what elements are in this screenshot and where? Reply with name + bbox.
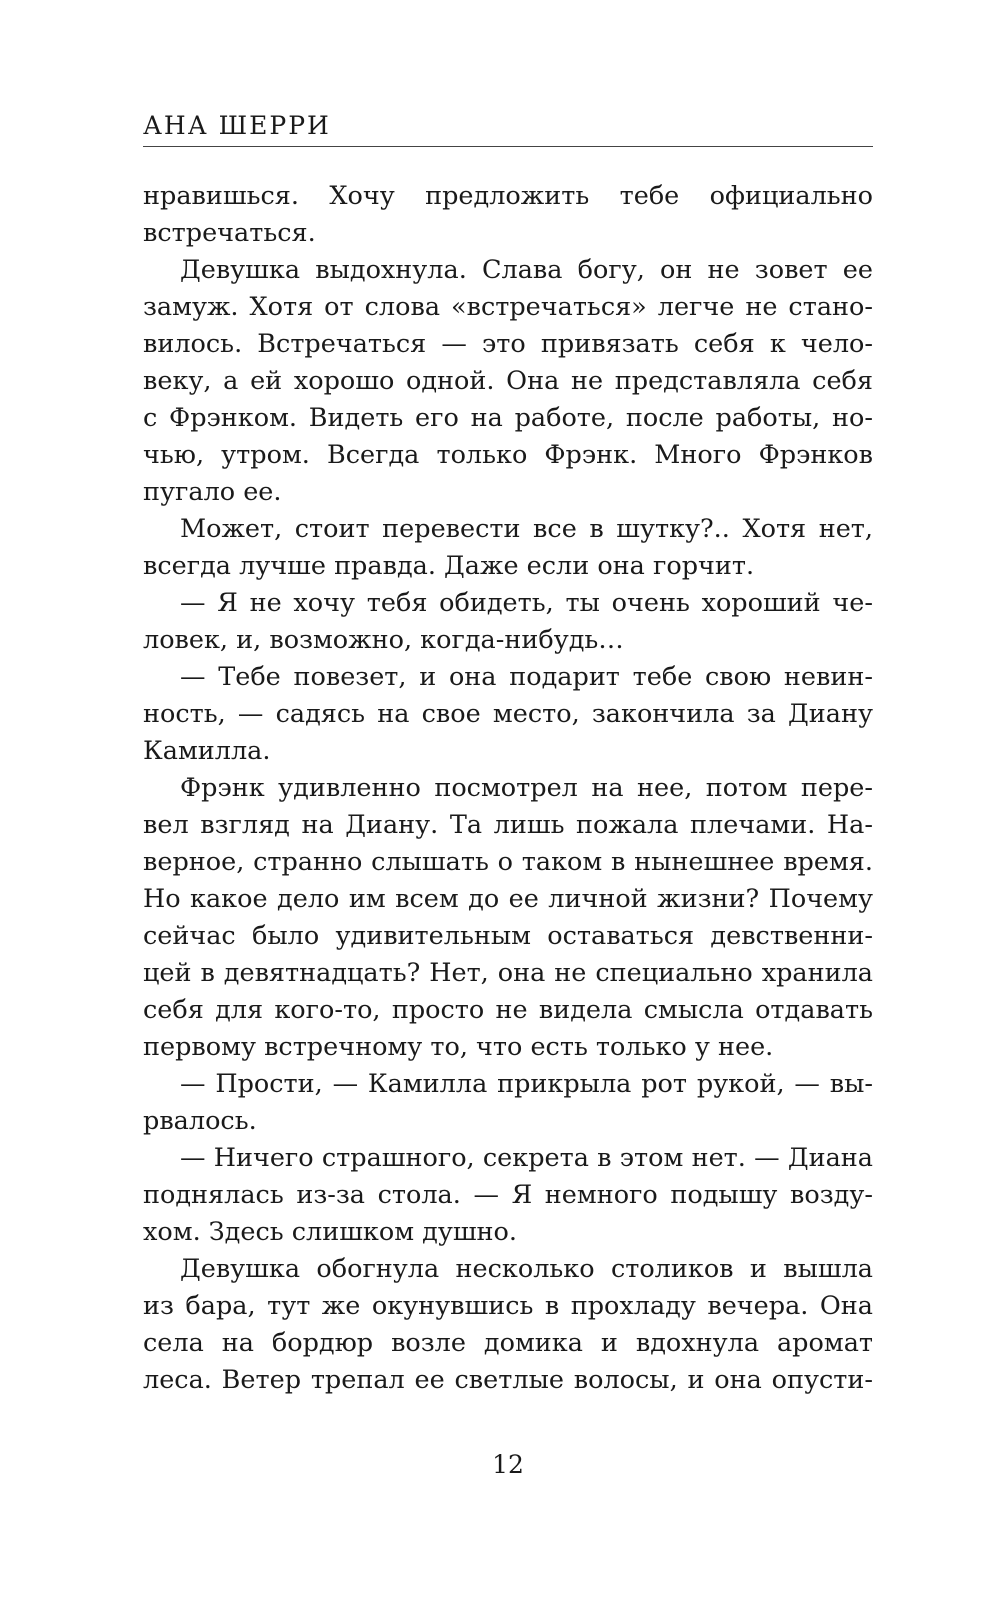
- text-line: Камилла.: [143, 736, 271, 766]
- text-line: хом. Здесь слишком душно.: [143, 1217, 518, 1247]
- paragraph-first-line: — Ничего страшного, секрета в этом нет. — Диана: [180, 1143, 873, 1173]
- paragraph-first-line: Девушка выдохнула. Слава богу, он не зовет ее: [180, 255, 873, 285]
- text-line: себя для кого-то, просто не видела смысла отдавать: [143, 995, 873, 1025]
- paragraph-first-line: Может, стоит перевести все в шутку?.. Хотя нет,: [180, 514, 873, 544]
- paragraph-first-line: Девушка обогнула несколько столиков и вышла: [180, 1254, 873, 1284]
- text-line: вел взгляд на Диану. Та лишь пожала плечами. На-: [143, 810, 873, 840]
- running-title: АНА ШЕРРИ: [143, 111, 331, 140]
- paragraph-first-line: Фрэнк удивленно посмотрел на нее, потом пере-: [180, 773, 873, 803]
- text-line: верное, странно слышать о таком в нынешнее время.: [143, 847, 873, 877]
- text-line: вилось. Встречаться — это привязать себя к чело-: [143, 329, 873, 359]
- text-line: нравишься. Хочу предложить тебе официально: [143, 181, 873, 211]
- paragraph-first-line: — Я не хочу тебя обидеть, ты очень хороший че-: [180, 588, 873, 618]
- text-line: с Фрэнком. Видеть его на работе, после работы, но-: [143, 403, 873, 433]
- paragraph-first-line: — Прости, — Камилла прикрыла рот рукой, — вы-: [180, 1069, 873, 1099]
- text-line: всегда лучше правда. Даже если она горчит.: [143, 551, 755, 581]
- text-line: чью, утром. Всегда только Фрэнк. Много Фрэнков: [143, 440, 873, 470]
- text-line: Но какое дело им всем до ее личной жизни? Почему: [143, 884, 873, 914]
- text-line: замуж. Хотя от слова «встречаться» легче не стано-: [143, 292, 873, 322]
- page-number: 12: [492, 1450, 524, 1479]
- text-line: сейчас было удивительным оставаться девственни-: [143, 921, 873, 951]
- paragraph-first-line: — Тебе повезет, и она подарит тебе свою невин-: [180, 662, 873, 692]
- text-line: рвалось.: [143, 1106, 257, 1136]
- text-line: ловек, и, возможно, когда-нибудь…: [143, 625, 624, 655]
- text-line: поднялась из-за стола. — Я немного подышу возду-: [143, 1180, 873, 1210]
- text-line: веку, а ей хорошо одной. Она не представляла себя: [143, 366, 873, 396]
- text-line: цей в девятнадцать? Нет, она не специально хранила: [143, 958, 873, 988]
- text-line: из бара, тут же окунувшись в прохладу вечера. Она: [143, 1291, 873, 1321]
- text-line: леса. Ветер трепал ее светлые волосы, и она опусти-: [143, 1365, 873, 1395]
- header-rule: [143, 146, 873, 147]
- text-line: ность, — садясь на свое место, закончила за Диану: [143, 699, 873, 729]
- text-line: пугало ее.: [143, 477, 282, 507]
- body-text: [143, 178, 873, 1399]
- text-line: первому встречному то, что есть только у нее.: [143, 1032, 774, 1062]
- text-line: встречаться.: [143, 218, 316, 248]
- text-line: села на бордюр возле домика и вдохнула аромат: [143, 1328, 873, 1358]
